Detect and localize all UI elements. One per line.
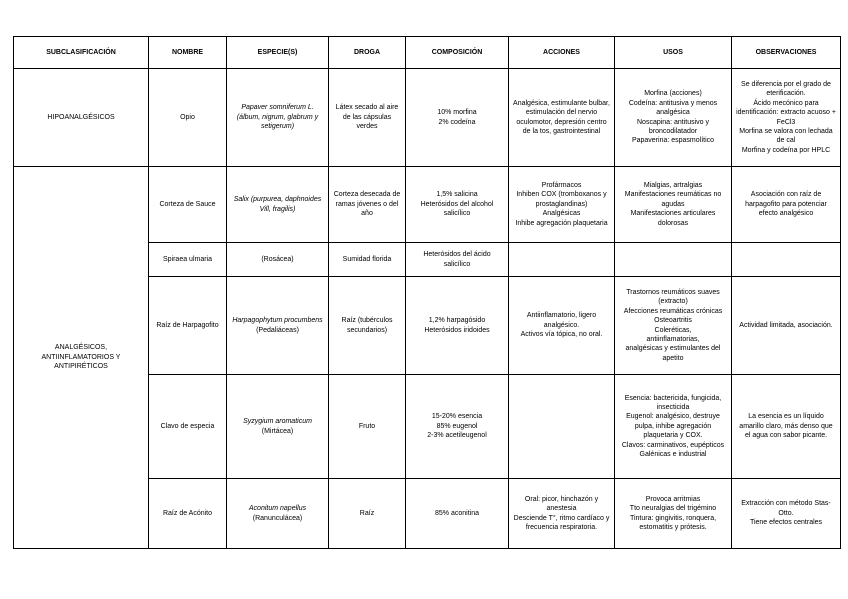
text-line: Inhibe agregación plaquetaria xyxy=(515,219,608,227)
usos-cell xyxy=(615,375,732,479)
usos-cell xyxy=(615,243,732,277)
text-line: Activos vía tópica, no oral. xyxy=(520,331,603,339)
droga-cell: Fruto xyxy=(329,375,406,479)
especie-cell xyxy=(227,375,329,479)
nombre-cell: Corteza de Sauce xyxy=(149,167,227,243)
acciones-cell xyxy=(509,243,615,277)
table-row xyxy=(14,69,841,167)
text-line: Clavos: carminativos, eupépticos xyxy=(621,441,725,449)
text-line: Analgésicas xyxy=(542,210,581,218)
text-line: Provoca arritmias xyxy=(645,495,701,503)
text-line: Morfina y codeína por HPLC xyxy=(741,146,831,154)
header-composicion: COMPOSICIÓN xyxy=(406,37,509,69)
text-line: 10% morfina xyxy=(437,109,477,117)
text-line: Heterósidos iridoides xyxy=(424,326,490,334)
text-line: ANTIPIRÉTICOS xyxy=(54,363,108,371)
text-line: Profármacos xyxy=(541,181,582,189)
header-observaciones: OBSERVACIONES xyxy=(732,37,841,69)
subclasificacion-cell xyxy=(14,69,149,167)
text-line: analgésicas y estimulantes del apetito xyxy=(625,345,721,362)
text-line: 85% eugenol xyxy=(436,422,478,430)
text-line: Esencia: bactericida, fungicida, insecticida xyxy=(624,394,722,411)
table-row xyxy=(14,167,841,243)
header-especies: ESPECIE(S) xyxy=(227,37,329,69)
observaciones-cell xyxy=(732,69,841,167)
especie-cell xyxy=(227,277,329,375)
observaciones-cell xyxy=(732,375,841,479)
especie-family: (Mirtácea) xyxy=(261,427,294,435)
header-row xyxy=(14,37,841,69)
especie-family: (Ranunculácea) xyxy=(252,514,303,522)
text-line: ANALGÉSICOS, xyxy=(54,344,108,352)
especie-scientific-name: Syzygium aromaticum xyxy=(243,418,312,426)
especie-cell xyxy=(227,479,329,549)
composicion-cell xyxy=(406,69,509,167)
nombre-cell: Clavo de especia xyxy=(149,375,227,479)
text-line: Codeína: antitusiva y menos analgésica xyxy=(628,99,718,117)
acciones-cell xyxy=(509,277,615,375)
especie-scientific-name: Papaver somniferum L. (álbum, nigrum, glabrum y setigerum) xyxy=(236,104,319,131)
text-line: Tintura: gingivitis, ronquera, estomatitis y prótesis. xyxy=(629,514,717,531)
text-line: 1,2% harpagósido xyxy=(428,317,486,325)
text-line: 15-20% esencia xyxy=(431,413,483,421)
droga-cell: Raíz xyxy=(329,479,406,549)
usos-cell xyxy=(615,479,732,549)
especie-scientific-name: Aconitum napellus xyxy=(248,505,307,513)
acciones-cell xyxy=(509,69,615,167)
text-line: 2% codeína xyxy=(438,118,476,126)
droga-cell: Sumidad florida xyxy=(329,243,406,277)
header-nombre: NOMBRE xyxy=(149,37,227,69)
text-line: HIPOANALGÉSICOS xyxy=(47,113,115,121)
nombre-cell: Opio xyxy=(149,69,227,167)
especie-family: (Rosácea) xyxy=(261,255,294,263)
droga-cell: Látex secado al aire de las cápsulas verdes xyxy=(329,69,406,167)
text-line: Afecciones reumáticas crónicas xyxy=(623,307,723,315)
composicion-cell xyxy=(406,243,509,277)
droga-cell: Raíz (tubérculos secundarios) xyxy=(329,277,406,375)
text-line: Actividad limitada, asociación. xyxy=(739,321,833,329)
especie-scientific-name: Harpagophytum procumbens xyxy=(232,317,323,325)
usos-cell xyxy=(615,277,732,375)
text-line: Oral: picor, hinchazón y anestesia xyxy=(524,495,599,513)
especie-scientific-name: Salix (purpurea, daphnoides Vill, fragilis) xyxy=(233,196,322,213)
nombre-cell: Spiraea ulmaria xyxy=(149,243,227,277)
text-line: Osteoartritis xyxy=(654,317,692,325)
text-line: Tiene efectos centrales xyxy=(749,519,823,527)
text-line: Inhiben COX (tromboxanos y prostaglandinas) xyxy=(516,191,607,208)
subclasificacion-cell xyxy=(14,167,149,549)
composicion-cell xyxy=(406,375,509,479)
text-line: Trastornos reumáticos suaves (extracto) xyxy=(626,288,720,306)
text-line: Heterósidos del ácido salicílico xyxy=(423,251,491,268)
composicion-cell xyxy=(406,167,509,243)
text-line: Galénicas e industrial xyxy=(639,451,707,459)
observaciones-cell xyxy=(732,277,841,375)
text-line: Morfina se valora con lechada de cal xyxy=(739,127,833,145)
text-line: Ácido mecónico para identificación: extracto acuoso + FeCl3 xyxy=(736,99,836,126)
nombre-cell: Raíz de Acónito xyxy=(149,479,227,549)
text-line: ANTIINFLAMATORIOS Y xyxy=(41,353,121,361)
header-usos: USOS xyxy=(615,37,732,69)
usos-cell xyxy=(615,69,732,167)
especie-family: (Pedaliáceas) xyxy=(256,326,299,334)
text-line: 2-3% acetileugenol xyxy=(427,432,487,440)
text-line: Desciende T°, ritmo cardíaco y frecuencia respiratoria. xyxy=(513,514,610,531)
especie-cell xyxy=(227,69,329,167)
acciones-cell xyxy=(509,167,615,243)
text-line: Morfina (acciones) xyxy=(644,90,702,98)
text-line: Coleréticas, xyxy=(654,326,692,334)
observaciones-cell xyxy=(732,479,841,549)
observaciones-cell xyxy=(732,167,841,243)
text-line: La esencia es un líquido amarillo claro, más denso que el agua con sabor picante. xyxy=(739,413,833,440)
text-line: Se diferencia por el grado de eterificación. xyxy=(741,80,831,98)
composicion-cell xyxy=(406,479,509,549)
text-line: Manifestaciones articulares dolorosas xyxy=(630,210,716,227)
text-line: 85% aconitina xyxy=(435,509,479,517)
text-line: Tto neuralgias del trigémino xyxy=(629,505,717,513)
pharmacognosy-table xyxy=(13,36,841,549)
nombre-cell: Raíz de Harpagofito xyxy=(149,277,227,375)
composicion-cell xyxy=(406,277,509,375)
usos-cell xyxy=(615,167,732,243)
acciones-cell xyxy=(509,375,615,479)
text-line: Papaverina: espasmolítico xyxy=(631,137,715,145)
text-line: Manifestaciones reumáticas no agudas xyxy=(624,191,722,208)
text-line: antiinflamatorias, xyxy=(646,335,700,343)
text-line: Eugenol: analgésico, destruye pulpa, inhibe agregación plaquetaria y COX. xyxy=(626,413,720,440)
text-line: Extracción con método Stas-Otto. xyxy=(741,500,831,517)
observaciones-cell xyxy=(732,243,841,277)
droga-cell: Corteza desecada de ramas jóvenes o del año xyxy=(329,167,406,243)
header-subclasificacion: SUBCLASIFICACIÓN xyxy=(14,37,149,69)
text-line: Antiinflamatorio, ligero analgésico. xyxy=(526,312,597,329)
text-line: 1,5% salicina xyxy=(436,191,478,199)
text-line: Heterósidos del alcohol salicílico xyxy=(420,200,494,218)
especie-cell xyxy=(227,167,329,243)
especie-cell xyxy=(227,243,329,277)
acciones-cell xyxy=(509,479,615,549)
header-droga: DROGA xyxy=(329,37,406,69)
text-line: Analgésica, estimulante bulbar, estimulación del nervio oculomotor, depresión centro de la tos, gastrointestinal xyxy=(513,99,610,135)
header-acciones: ACCIONES xyxy=(509,37,615,69)
text-line: Noscapina: antitusivo y broncodilatador xyxy=(637,118,709,135)
text-line: Asociación con raíz de harpagofito para potenciar efecto analgésico xyxy=(745,191,827,218)
text-line: Mialgias, artralgias xyxy=(643,181,703,189)
